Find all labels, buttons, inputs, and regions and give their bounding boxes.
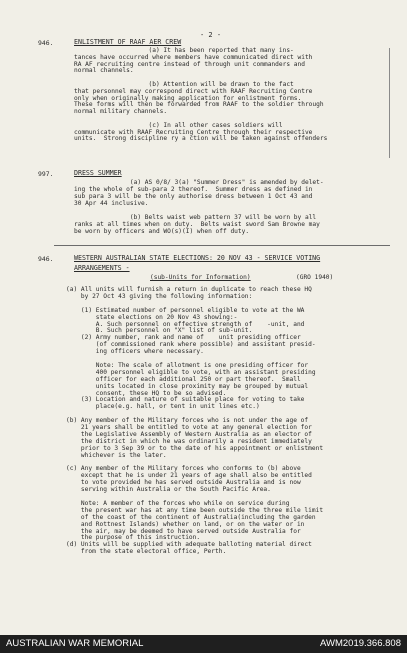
text-line: consent, these HQ to be so advised. — [66, 389, 227, 397]
text-line: 400 personnel eligible to vote, with an assistant presiding — [66, 368, 316, 376]
text-line: except that he is under 21 years of age shall also be entitled — [66, 472, 312, 480]
section-subheading: ARRANGEMENTS - — [74, 264, 130, 272]
text-line: (of commissioned rank where possible) and assistant presid- — [66, 341, 316, 349]
text-line: These forms will then be forwarded from RAAF to the soldier through — [74, 101, 324, 109]
text-line: the Legislative Assembly of Western Australia as an elector of — [66, 430, 312, 438]
section-number: 946. — [38, 39, 54, 47]
text-line: that personnel may correspond direct with RAAF Recruiting Centre — [74, 87, 313, 95]
text-line: the purpose of this instruction. — [66, 534, 201, 542]
text-line: ing the whole of sub-para 2 thereof. Summer dress as defined in — [74, 186, 313, 193]
text-line: Note: The scale of allotment is one presiding officer for — [66, 361, 309, 369]
text-line: units located in close proximity may be grouped by mutual — [66, 382, 309, 390]
text-line: (b) Belts waist web pattern 37 will be worn by all — [74, 214, 317, 221]
page-number: - 2 - — [200, 31, 222, 39]
text-line: units. Strong discipline ry a ction will be taken against offenders — [74, 135, 328, 143]
text-line: officer for each additional 250 or part thereof. Small — [66, 375, 301, 383]
footer-bar — [0, 635, 407, 653]
text-line: normal military channels. — [74, 108, 168, 116]
text-line: prior to 3 Sep 39 or to the date of his appointment or enlistment — [66, 444, 324, 452]
section-number: 946. — [38, 255, 54, 263]
text-line: by 27 Oct 43 giving the following information: — [66, 292, 253, 300]
text-line: and Rottnest Islands) whether on land, or on the water or in — [66, 520, 305, 528]
text-line: normal channels. — [74, 67, 134, 75]
section-heading: ENLISTMENT OF RAAF AER CREW — [74, 38, 182, 46]
text-line: B. Such personnel on "X" list of sub-unit. — [66, 327, 253, 335]
text-line: be worn by officers and WO(s)(I) when off duty. — [74, 228, 250, 235]
text-line: ranks at all times when on duty. Belts waist sword Sam Browne may — [74, 221, 320, 228]
text-line: (b) Any member of the Military forces who is not under the age of — [66, 417, 309, 425]
text-line: (c) Any member of the Military forces who conforms to (b) above — [66, 465, 301, 473]
section-note: (sub-Units for Information) — [150, 274, 251, 281]
text-line: (1) Estimated number of personnel eligible to vote at the WA — [66, 306, 305, 314]
text-line: (b) Attention will be drawn to the fact — [74, 81, 294, 88]
text-line: sub para 3 will be the only authorise dress between 1 Oct 43 and — [74, 193, 313, 200]
footer-right-text: AWM2019.366.808 — [320, 638, 401, 649]
section-heading: DRESS SUMMER — [74, 169, 122, 177]
divider — [54, 245, 390, 246]
footer-left-text: AUSTRALIAN WAR MEMORIAL — [6, 638, 144, 649]
section-reference: (GRO 1940) — [296, 274, 334, 281]
section-heading: WESTERN AUSTRALIAN STATE ELECTIONS: 20 NOV 43 - SERVICE VOTING — [74, 254, 321, 262]
text-line: RA AF recruiting centre instead of through unit commanders and — [74, 60, 305, 68]
text-line: of the coast of the continent of Australia(including the garden — [66, 513, 316, 521]
text-line: state elections on 20 Nov 43 showing:- — [66, 313, 238, 321]
text-line: (a) All units will furnish a return in duplicate to reach these HQ — [66, 286, 312, 293]
text-line: place(e.g. hall, or tent in unit lines etc.) — [66, 403, 260, 411]
text-line: 21 years shall be entitled to vote at any general election for — [66, 424, 312, 431]
text-line: (2) Army number, rank and name of unit presiding officer — [66, 334, 301, 342]
text-line: (a) It has been reported that many ins- — [74, 47, 294, 54]
text-line: to vote provided he has served outside Australia and is now — [66, 479, 301, 487]
section-number: 997. — [38, 170, 54, 178]
text-line: (d) Units will be supplied with adequate balloting material direct — [66, 541, 312, 549]
text-line: the present war has at any time been outside the three mile limit — [66, 506, 324, 514]
text-line: ing officers where necessary. — [66, 348, 204, 356]
text-line: serving within Australia or the South Pacific Area. — [66, 486, 271, 494]
text-line: from the state electoral office, Perth. — [66, 548, 227, 556]
text-line: (a) AS 0/8/ 3(a) "Summer Dress" is amended by delet- — [74, 179, 324, 186]
text-line: the air, may be deemed to have served outside Australia for — [66, 527, 301, 535]
text-line: whichever is the later. — [66, 451, 167, 459]
text-line: Note: A member of the forces who while on service during — [66, 499, 290, 507]
text-line: A. Such personnel on effective strength of -unit, and — [66, 320, 305, 328]
text-line: 30 Apr 44 inclusive. — [74, 200, 149, 207]
text-line: communicate with RAAF Recruiting Centre through their respective — [74, 128, 313, 136]
text-line: the district in which he was ordinarily a resident immediately — [66, 437, 312, 445]
text-line: tances have occurred where members have communicated direct with — [74, 53, 313, 61]
text-line: (3) Location and nature of suitable place for voting to take — [66, 396, 305, 404]
text-line: only when originally making application for enlistment forms. — [74, 94, 302, 102]
text-line: (c) In all other cases soldiers will — [74, 121, 283, 129]
margin-line — [389, 48, 390, 158]
